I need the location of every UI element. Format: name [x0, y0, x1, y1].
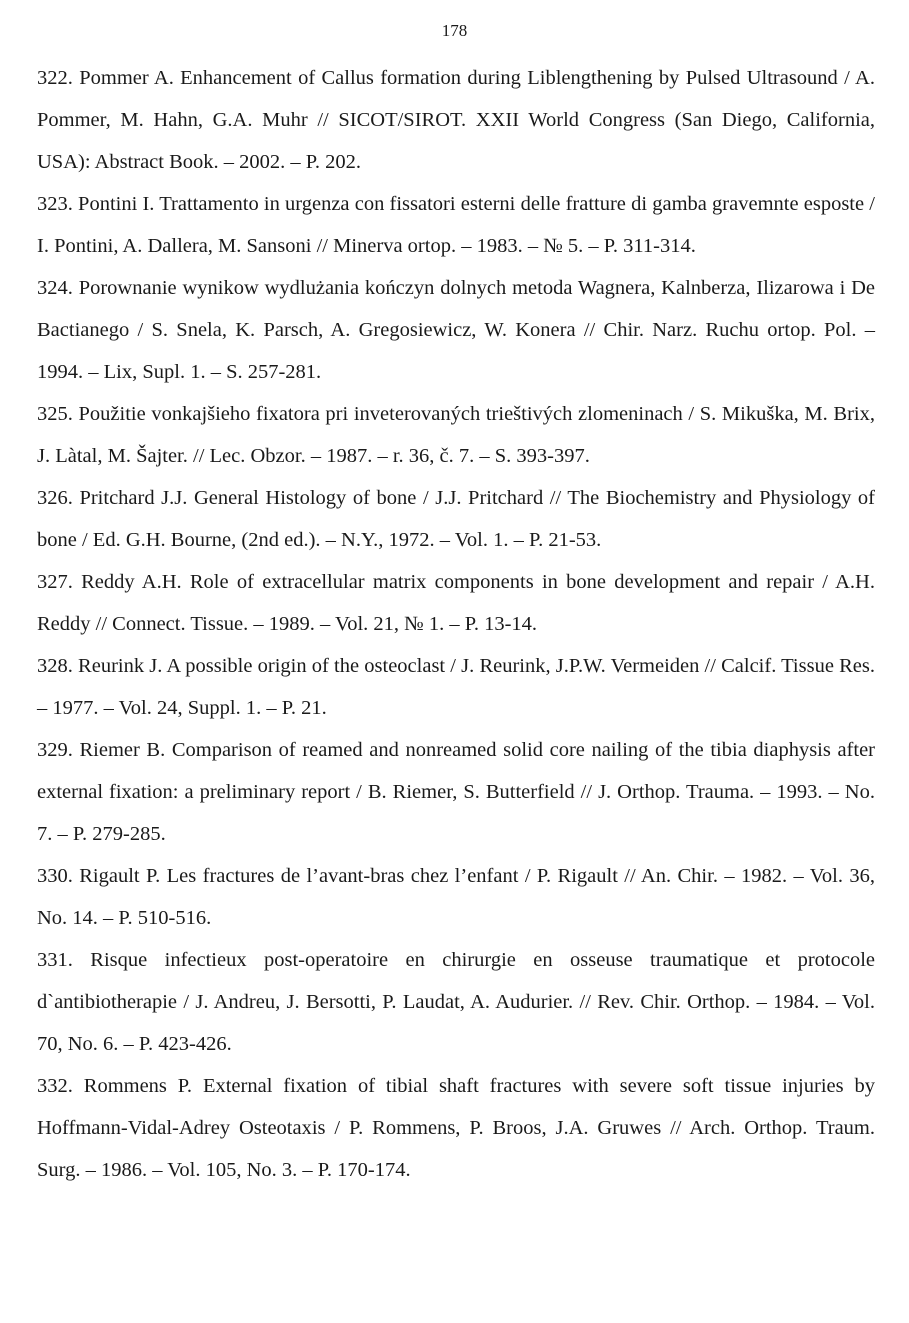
reference-list [37, 57, 875, 1191]
reference-328: 328. Reurink J. A possible origin of the osteoclast / J. Reurink, J.P.W. Vermeiden // Calcif. Tissue Res. – 1977. – Vol. 24, Suppl. 1. – P. 21. [37, 655, 875, 719]
reference-329: 329. Riemer B. Comparison of reamed and nonreamed solid core nailing of the tibia diaphysis after external fixation: a preliminary report / B. Riemer, S. Butterfield // J. Orthop. Trauma. – 1993. – No. 7. – P. 279-285. [37, 739, 875, 845]
page-number: 178 [441, 21, 468, 40]
reference-325: 325. Použitie vonkajšieho fixatora pri inveterovaných trieštivých zlomeninach / S. Mikuška, M. Brix, J. Làtal, M. Šajter. // Lec. Obzor. – 1987. – r. 36, č. 7. – S. 393-397. [37, 403, 875, 467]
reference-324: 324. Porownanie wynikow wydlużania kończyn dolnych metoda Wagnera, Kalnberza, Ilizarowa i De Bactianego / S. Snela, K. Parsch, A. Gregosiewicz, W. Konera // Chir. Narz. Ruchu ortop. Pol. – 1994. – Lix, Supl. 1. – S. 257-281. [37, 277, 875, 383]
reference-327: 327. Reddy A.H. Role of extracellular matrix components in bone development and repair / A.H. Reddy // Connect. Tissue. – 1989. – Vol. 21, № 1. – P. 13-14. [37, 571, 875, 635]
reference-332: 332. Rommens P. External fixation of tibial shaft fractures with severe soft tissue injuries by Hoffmann-Vidal-Adrey Osteotaxis / P. Rommens, P. Broos, J.A. Gruwes // Arch. Orthop. Traum. Surg. – 1986. – Vol. 105, No. 3. – P. 170-174. [37, 1075, 875, 1181]
reference-331: 331. Risque infectieux post-operatoire en chirurgie en osseuse traumatique et protocole d`antibiotherapie / J. Andreu, J. Bersotti, P. Laudat, A. Audurier. // Rev. Chir. Orthop. – 1984. – Vol. 70, No. 6. – P. 423-426. [37, 949, 875, 1055]
reference-323: 323. Pontini I. Trattamento in urgenza con fissatori esterni delle fratture di gamba gravemnte esposte / I. Pontini, A. Dallera, M. Sansoni // Minerva ortop. – 1983. – № 5. – P. 311-314. [37, 193, 875, 257]
reference-322: 322. Pommer A. Enhancement of Callus formation during Liblengthening by Pulsed Ultrasound / A. Pommer, M. Hahn, G.A. Muhr // SICOT/SIROT. XXII World Congress (San Diego, California, USA): Abstract Book. – 2002. – P. 202. [37, 67, 875, 173]
reference-330: 330. Rigault P. Les fractures de l’avant-bras chez l’enfant / P. Rigault // An. Chir. – 1982. – Vol. 36, No. 14. – P. 510-516. [37, 865, 875, 929]
reference-326: 326. Pritchard J.J. General Histology of bone / J.J. Pritchard // The Biochemistry and Physiology of bone / Ed. G.H. Bourne, (2nd ed.). – N.Y., 1972. – Vol. 1. – P. 21-53. [37, 487, 875, 551]
